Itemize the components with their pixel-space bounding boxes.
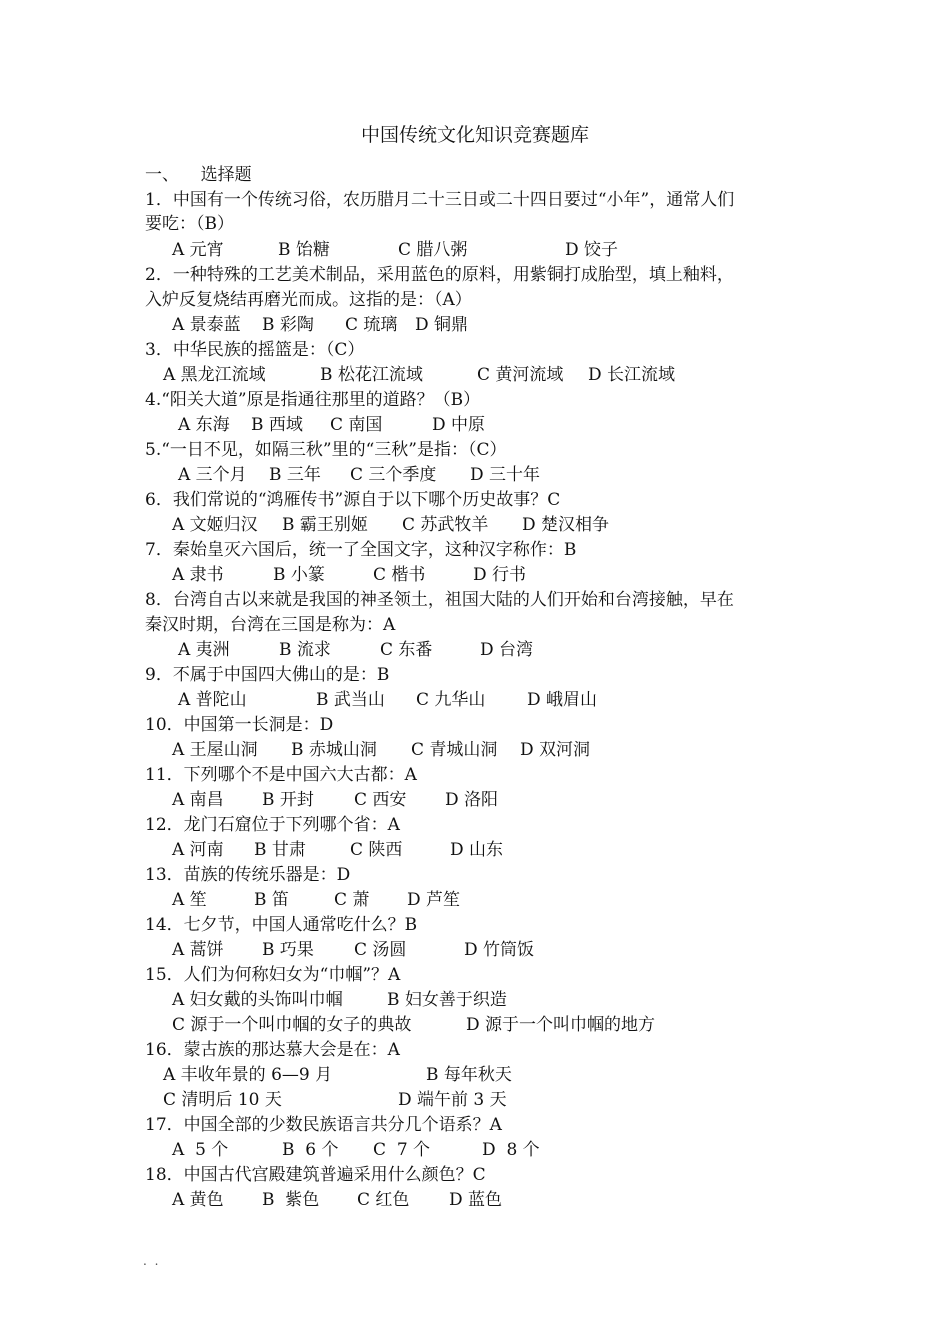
q11-option-d: D 洛阳 [445, 790, 499, 810]
q6-option-a: A 文姬归汉 [172, 515, 258, 535]
q17-option-c: C 7 个 [373, 1140, 431, 1160]
section-heading: 一、 选择题 [145, 165, 252, 185]
q16-option-b: B 每年秋天 [426, 1065, 512, 1085]
question-4: 4.“阳关大道”原是指通往那里的道路？（B） [145, 390, 481, 410]
q13-option-b: B 笛 [254, 890, 289, 910]
q4-option-a: A 东海 [178, 415, 230, 435]
q9-option-c: C 九华山 [416, 690, 486, 710]
q10-option-d: D 双河洞 [520, 740, 591, 760]
question-8-cont: 秦汉时期，台湾在三国是称为：A [145, 615, 396, 635]
q18-option-c: C 红色 [357, 1190, 410, 1210]
q9-option-a: A 普陀山 [178, 690, 247, 710]
q18-option-b: B 紫色 [262, 1190, 320, 1210]
question-16: 16．蒙古族的那达慕大会是在：A [145, 1040, 400, 1060]
q14-option-b: B 巧果 [262, 940, 314, 960]
q1-option-a: A 元宵 [172, 240, 224, 260]
q8-option-c: C 东番 [380, 640, 433, 660]
q15-option-d: D 源于一个叫巾帼的地方 [466, 1015, 656, 1035]
q17-option-b: B 6 个 [282, 1140, 339, 1160]
question-2: 2．一种特殊的工艺美术制品，采用蓝色的原料，用紫铜打成胎型，填上釉料， [145, 265, 734, 285]
q5-option-a: A 三个月 [178, 465, 247, 485]
q1-option-b: B 饴糖 [278, 240, 330, 260]
q7-option-c: C 楷书 [373, 565, 426, 585]
q10-option-c: C 青城山洞 [411, 740, 498, 760]
q4-option-b: B 西域 [251, 415, 303, 435]
q7-option-d: D 行书 [473, 565, 527, 585]
q6-option-c: C 苏武牧羊 [402, 515, 489, 535]
q6-option-b: B 霸王别姬 [282, 515, 368, 535]
q10-option-b: B 赤城山洞 [291, 740, 377, 760]
question-1-cont: 要吃：（B） [145, 214, 234, 234]
q2-option-c: C 琉璃 [345, 315, 398, 335]
q15-option-b: B 妇女善于织造 [387, 990, 507, 1010]
q13-option-d: D 芦笙 [407, 890, 461, 910]
q11-option-c: C 西安 [354, 790, 407, 810]
q7-option-a: A 隶书 [172, 565, 224, 585]
q13-option-c: C 萧 [334, 890, 370, 910]
q11-option-a: A 南昌 [172, 790, 224, 810]
q15-option-c: C 源于一个叫巾帼的女子的典故 [172, 1015, 412, 1035]
question-6: 6．我们常说的“鸿雁传书”源自于以下哪个历史故事？C [145, 490, 561, 510]
document-title: 中国传统文化知识竞赛题库 [360, 124, 589, 146]
q2-option-d: D 铜鼎 [415, 315, 469, 335]
q18-option-a: A 黄色 [172, 1190, 224, 1210]
question-1: 1．中国有一个传统习俗，农历腊月二十三日或二十四日要过“小年”，通常人们 [145, 190, 735, 210]
question-15: 15．人们为何称妇女为“巾帼”？A [145, 965, 401, 985]
q18-option-d: D 蓝色 [449, 1190, 503, 1210]
q17-option-d: D 8 个 [482, 1140, 540, 1160]
q12-option-b: B 甘肃 [254, 840, 306, 860]
question-8: 8．台湾自古以来就是我国的神圣领土，祖国大陆的人们开始和台湾接触，早在 [145, 590, 734, 610]
q16-option-c: C 清明后 10 天 [163, 1090, 282, 1110]
question-12: 12．龙门石窟位于下列哪个省：A [145, 815, 400, 835]
q8-option-a: A 夷洲 [178, 640, 230, 660]
q13-option-a: A 笙 [172, 890, 207, 910]
q6-option-d: D 楚汉相争 [522, 515, 610, 535]
q10-option-a: A 王屋山洞 [172, 740, 258, 760]
question-17: 17．中国全部的少数民族语言共分几个语系？A [145, 1115, 502, 1135]
q14-option-d: D 竹筒饭 [464, 940, 535, 960]
q7-option-b: B 小篆 [273, 565, 325, 585]
q5-option-c: C 三个季度 [350, 465, 437, 485]
q17-option-a: A 5 个 [172, 1140, 229, 1160]
question-11: 11．下列哪个不是中国六大古都：A [145, 765, 417, 785]
q12-option-a: A 河南 [172, 840, 224, 860]
question-2-cont: 入炉反复烧结再磨光而成。这指的是：（A） [145, 290, 472, 310]
q14-option-a: A 蒿饼 [172, 940, 224, 960]
q5-option-d: D 三十年 [470, 465, 541, 485]
q12-option-c: C 陕西 [350, 840, 403, 860]
question-10: 10．中国第一长洞是：D [145, 715, 334, 735]
q4-option-d: D 中原 [432, 415, 486, 435]
question-7: 7．秦始皇灭六国后，统一了全国文字，这种汉字称作：B [145, 540, 577, 560]
q3-option-a: A 黑龙江流域 [163, 365, 266, 385]
q15-option-a: A 妇女戴的头饰叫巾帼 [172, 990, 343, 1010]
q11-option-b: B 开封 [262, 790, 314, 810]
q16-option-d: D 端午前 3 天 [398, 1090, 507, 1110]
q3-option-b: B 松花江流域 [320, 365, 423, 385]
q8-option-b: B 流求 [279, 640, 331, 660]
q12-option-d: D 山东 [450, 840, 504, 860]
q16-option-a: A 丰收年景的 6—9 月 [163, 1065, 333, 1085]
q5-option-b: B 三年 [269, 465, 321, 485]
q14-option-c: C 汤圆 [354, 940, 407, 960]
question-3: 3．中华民族的摇篮是：（C） [145, 340, 365, 360]
question-9: 9．不属于中国四大佛山的是：B [145, 665, 390, 685]
q2-option-b: B 彩陶 [262, 315, 314, 335]
q9-option-d: D 峨眉山 [527, 690, 598, 710]
q4-option-c: C 南国 [330, 415, 383, 435]
q3-option-d: D 长江流域 [588, 365, 676, 385]
question-5: 5.“一日不见，如隔三秋”里的“三秋”是指：（C） [145, 440, 507, 460]
q3-option-c: C 黄河流域 [477, 365, 564, 385]
question-13: 13．苗族的传统乐器是：D [145, 865, 351, 885]
q1-option-d: D 饺子 [565, 240, 619, 260]
q8-option-d: D 台湾 [480, 640, 534, 660]
question-14: 14．七夕节，中国人通常吃什么？B [145, 915, 418, 935]
footer-dots: . . [143, 1254, 161, 1268]
question-18: 18．中国古代宫殿建筑普遍采用什么颜色？C [145, 1165, 486, 1185]
q2-option-a: A 景泰蓝 [172, 315, 241, 335]
q9-option-b: B 武当山 [316, 690, 385, 710]
q1-option-c: C 腊八粥 [398, 240, 468, 260]
